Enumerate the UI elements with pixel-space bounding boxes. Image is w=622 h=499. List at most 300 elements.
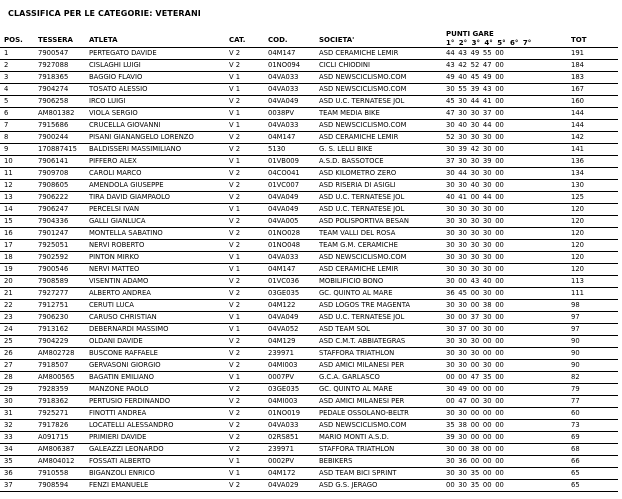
cell-atleta: BAGATIN EMILIANO (89, 373, 155, 381)
cell-pos: 22 (4, 301, 13, 309)
cell-tot: 120 (571, 217, 584, 225)
cell-punti: 52 30 30 30 00 (446, 133, 504, 141)
cell-pos: 8 (4, 133, 9, 141)
cell-cat: V 2 (229, 289, 241, 297)
cell-punti: 30 30 40 30 00 (446, 181, 504, 189)
cell-cod: 03GE035 (268, 289, 300, 297)
cell-tessera: 7904229 (38, 337, 69, 345)
cell-cat: V 2 (229, 421, 241, 429)
cell-punti: 30 30 00 00 00 (446, 409, 504, 417)
cell-punti: 30 30 30 00 00 (446, 337, 504, 345)
cell-societa: ASD TEAM SOL (319, 325, 370, 333)
cell-tessera: 7910558 (38, 469, 69, 477)
cell-tot: 79 (571, 385, 580, 393)
cell-tot: 120 (571, 253, 584, 261)
cell-cat: V 1 (229, 157, 241, 165)
table-row (0, 276, 618, 288)
table-row (0, 240, 618, 252)
table-row (0, 312, 618, 324)
cell-cat: V 2 (229, 61, 241, 69)
cell-atleta: BIGANZOLI ENRICO (89, 469, 155, 477)
cell-cod: 04CO041 (268, 169, 300, 177)
cell-atleta: CISLAGHI LUIGI (89, 61, 141, 69)
cell-tot: 144 (571, 121, 584, 129)
cell-tessera: 7908594 (38, 481, 69, 489)
cell-pos: 16 (4, 229, 13, 237)
cell-societa: CICLI CHIODINI (319, 61, 370, 69)
cell-punti: 43 42 52 47 00 (446, 61, 504, 69)
cell-punti: 37 30 30 39 00 (446, 157, 504, 165)
cell-societa: TEAM MEDIA BIKE (319, 109, 380, 117)
cell-pos: 7 (4, 121, 9, 129)
table-row (0, 420, 618, 432)
table-row (0, 84, 618, 96)
cell-tessera: 7925271 (38, 409, 69, 417)
cell-pos: 15 (4, 217, 13, 225)
cell-pos: 37 (4, 481, 13, 489)
cell-cat: V 2 (229, 193, 241, 201)
cell-tot: 141 (571, 145, 584, 153)
cell-cat: V 2 (229, 361, 241, 369)
cell-tot: 68 (571, 445, 580, 453)
cell-societa: ASD CERAMICHE LEMIR (319, 49, 399, 57)
cell-tessera: 7909708 (38, 169, 69, 177)
cell-punti: 30 30 30 30 00 (446, 229, 504, 237)
cell-punti: 30 49 00 00 00 (446, 385, 504, 393)
cell-cod: 04VA049 (268, 193, 299, 201)
cell-cod: 04VA052 (268, 325, 299, 333)
cell-pos: 31 (4, 409, 13, 417)
cell-atleta: CRUCELLA GIOVANNI (89, 121, 161, 129)
cell-atleta: CAROLI MARCO (89, 169, 142, 177)
cell-cod: 04VA033 (268, 253, 299, 261)
table-row (0, 228, 618, 240)
cell-tot: 82 (571, 373, 580, 381)
cell-atleta: BAGGIO FLAVIO (89, 73, 143, 81)
cell-societa: ASD U.C. TERNATESE JOL (319, 97, 405, 105)
table-row (0, 96, 618, 108)
cell-societa: ASD LOGOS TRE MAGENTA (319, 301, 410, 309)
cell-punti: 30 44 30 30 00 (446, 169, 504, 177)
cell-societa: ASD TEAM BICI SPRINT (319, 469, 397, 477)
cell-cat: V 2 (229, 229, 241, 237)
cell-atleta: PINTON MIRKO (89, 253, 139, 261)
cell-pos: 32 (4, 421, 13, 429)
cell-cod: 04VA049 (268, 97, 299, 105)
cell-societa: ASD NEWSCICLISMO.COM (319, 73, 407, 81)
cell-pos: 11 (4, 169, 13, 177)
cell-atleta: TOSATO ALESSIO (89, 85, 148, 93)
table-row (0, 360, 618, 372)
cell-punti: 30 30 30 30 00 (446, 253, 504, 261)
cell-atleta: IRCO LUIGI (89, 97, 126, 105)
header-tot: TOT (571, 36, 587, 44)
cell-cod: 239971 (268, 445, 294, 453)
ranking-table (0, 48, 618, 492)
cell-tessera: 7906247 (38, 205, 69, 213)
cell-tot: 167 (571, 85, 584, 93)
cell-tessera: 7918362 (38, 397, 69, 405)
cell-cat: V 2 (229, 145, 241, 153)
cell-societa: ASD AMICI MILANESI PER (319, 361, 405, 369)
cell-societa: ASD RISERIA DI ASIGLI (319, 181, 396, 189)
table-row (0, 456, 618, 468)
cell-atleta: PERCELSI IVAN (89, 205, 140, 213)
table-row (0, 432, 618, 444)
cell-cat: V 1 (229, 73, 241, 81)
cell-punti: 30 40 30 44 00 (446, 121, 504, 129)
cell-tot: 191 (571, 49, 584, 57)
cell-cod: 01VC036 (268, 277, 300, 285)
cell-cat: V 1 (229, 121, 241, 129)
cell-atleta: BUSCONE RAFFAELE (89, 349, 158, 357)
cell-atleta: PIFFERO ALEX (89, 157, 137, 165)
cell-cat: V 2 (229, 277, 241, 285)
cell-tot: 142 (571, 133, 584, 141)
cell-cat: V 1 (229, 265, 241, 273)
cell-tessera: 7912751 (38, 301, 69, 309)
header-cod: COD. (268, 36, 288, 44)
cell-societa: GC. QUINTO AL MARE (319, 385, 393, 393)
header-punti-gare: PUNTI GARE (446, 30, 494, 38)
cell-cat: V 2 (229, 433, 241, 441)
cell-tot: 144 (571, 109, 584, 117)
table-row (0, 252, 618, 264)
table-row (0, 372, 618, 384)
cell-tessera: 7900546 (38, 265, 69, 273)
cell-pos: 34 (4, 445, 13, 453)
cell-cat: V 2 (229, 49, 241, 57)
cell-societa: GC. QUINTO AL MARE (319, 289, 393, 297)
cell-tot: 120 (571, 229, 584, 237)
cell-cat: V 2 (229, 181, 241, 189)
table-row (0, 168, 618, 180)
cell-cat: V 1 (229, 313, 241, 321)
header-punti-races: 1° 2° 3° 4° 5° 6° 7° (446, 39, 532, 47)
cell-pos: 24 (4, 325, 13, 333)
cell-atleta: OLDANI DAVIDE (89, 337, 143, 345)
cell-tot: 120 (571, 205, 584, 213)
cell-tessera: 7901247 (38, 229, 69, 237)
cell-pos: 17 (4, 241, 13, 249)
cell-pos: 36 (4, 469, 13, 477)
cell-punti: 30 00 43 40 00 (446, 277, 504, 285)
cell-cat: V 2 (229, 169, 241, 177)
cell-tot: 90 (571, 337, 580, 345)
table-row (0, 324, 618, 336)
cell-cat: V 2 (229, 481, 241, 489)
cell-cod: 04VA049 (268, 313, 299, 321)
cell-tot: 97 (571, 313, 580, 321)
table-row (0, 336, 618, 348)
cell-punti: 39 30 00 00 00 (446, 433, 504, 441)
cell-societa: TEAM VALLI DEL ROSA (319, 229, 396, 237)
cell-atleta: GALLI GIANLUCA (89, 217, 146, 225)
table-row (0, 48, 618, 60)
cell-societa: ASD NEWSCICLISMO.COM (319, 421, 407, 429)
table-row (0, 72, 618, 84)
cell-tessera: A091715 (38, 433, 69, 441)
cell-cod: 04M172 (268, 469, 296, 477)
cell-atleta: PERTUSIO FERDINANDO (89, 397, 171, 405)
cell-societa: ASD G.S. JERAGO (319, 481, 378, 489)
cell-societa: ASD NEWSCICLISMO.COM (319, 253, 407, 261)
table-row (0, 108, 618, 120)
cell-tot: 90 (571, 349, 580, 357)
cell-cat: V 2 (229, 217, 241, 225)
cell-societa: ASD U.C. TERNATESE JOL (319, 193, 405, 201)
cell-cod: 03GE035 (268, 385, 300, 393)
cell-atleta: PERTEGATO DAVIDE (89, 49, 157, 57)
table-row (0, 156, 618, 168)
cell-atleta: MONTELLA SABATINO (89, 229, 163, 237)
cell-punti: 00 47 00 30 00 (446, 397, 504, 405)
cell-tot: 136 (571, 157, 584, 165)
cell-pos: 14 (4, 205, 13, 213)
cell-pos: 1 (4, 49, 9, 57)
cell-cod: 04VA033 (268, 121, 299, 129)
cell-cat: V 2 (229, 337, 241, 345)
cell-cod: 5130 (268, 145, 286, 153)
cell-pos: 6 (4, 109, 9, 117)
cell-tot: 69 (571, 433, 580, 441)
cell-pos: 25 (4, 337, 13, 345)
table-row (0, 444, 618, 456)
cell-punti: 30 30 30 30 00 (446, 265, 504, 273)
cell-tot: 134 (571, 169, 584, 177)
cell-societa: ASD CERAMICHE LEMIR (319, 133, 399, 141)
cell-tot: 111 (571, 289, 584, 297)
cell-societa: ASD CERAMICHE LEMIR (319, 265, 399, 273)
cell-pos: 35 (4, 457, 13, 465)
cell-punti: 30 36 00 00 00 (446, 457, 504, 465)
cell-tessera: 7904274 (38, 85, 69, 93)
cell-societa: MOBILIFICIO BONO (319, 277, 384, 285)
cell-punti: 30 30 00 38 00 (446, 301, 504, 309)
cell-cod: 04M129 (268, 337, 296, 345)
cell-cod: 0038PV (268, 109, 295, 117)
table-row (0, 480, 618, 492)
cell-cat: V 1 (229, 469, 241, 477)
cell-pos: 5 (4, 97, 9, 105)
cell-pos: 26 (4, 349, 13, 357)
table-row (0, 396, 618, 408)
cell-punti: 00 30 35 00 00 (446, 481, 504, 489)
table-row (0, 192, 618, 204)
table-header (0, 30, 622, 48)
cell-cat: V 2 (229, 397, 241, 405)
cell-tot: 120 (571, 241, 584, 249)
table-row (0, 348, 618, 360)
header-cat: CAT. (229, 36, 246, 44)
header-societa: SOCIETA' (319, 36, 355, 44)
cell-cat: V 2 (229, 133, 241, 141)
table-row (0, 288, 618, 300)
cell-tot: 97 (571, 325, 580, 333)
cell-tessera: 7908605 (38, 181, 69, 189)
cell-cod: 04VA033 (268, 85, 299, 93)
cell-atleta: PISANI GIANANGELO LORENZO (89, 133, 194, 141)
cell-tot: 98 (571, 301, 580, 309)
cell-punti: 30 00 37 30 00 (446, 313, 504, 321)
cell-cat: V 1 (229, 457, 241, 465)
cell-atleta: VIOLA SERGIO (89, 109, 138, 117)
page-title: CLASSIFICA PER LE CATEGORIE: VETERANI (8, 9, 201, 18)
cell-societa: ASD C.M.T. ABBIATEGRAS (319, 337, 406, 345)
cell-pos: 28 (4, 373, 13, 381)
cell-tessera: 7900244 (38, 133, 69, 141)
cell-tessera: 7915686 (38, 121, 69, 129)
cell-cat: V 1 (229, 109, 241, 117)
cell-cod: 01NO048 (268, 241, 301, 249)
table-row (0, 300, 618, 312)
cell-atleta: FINOTTI ANDREA (89, 409, 147, 417)
cell-pos: 30 (4, 397, 13, 405)
cell-cod: 0002PV (268, 457, 295, 465)
cell-cod: 04MI003 (268, 361, 298, 369)
cell-societa: ASD AMICI MILANESI PER (319, 397, 405, 405)
cell-punti: 30 30 30 30 00 (446, 217, 504, 225)
cell-tot: 60 (571, 409, 580, 417)
cell-pos: 23 (4, 313, 13, 321)
cell-atleta: FENZI EMANUELE (89, 481, 149, 489)
cell-pos: 19 (4, 265, 13, 273)
cell-societa: G. S. LELLI BIKE (319, 145, 373, 153)
cell-tessera: 7917826 (38, 421, 69, 429)
cell-cat: V 2 (229, 445, 241, 453)
cell-cat: V 2 (229, 349, 241, 357)
table-row (0, 408, 618, 420)
cell-punti: 30 30 30 30 00 (446, 205, 504, 213)
table-row (0, 468, 618, 480)
cell-societa: PEDALE OSSOLANO-BELTR (319, 409, 409, 417)
cell-societa: MARIO MONTI A.S.D. (319, 433, 389, 441)
cell-tessera: 7908589 (38, 277, 69, 285)
cell-tot: 160 (571, 97, 584, 105)
cell-societa: ASD KILOMETRO ZERO (319, 169, 397, 177)
cell-punti: 36 45 00 30 00 (446, 289, 504, 297)
cell-cod: 02RS851 (268, 433, 299, 441)
cell-cat: V 1 (229, 205, 241, 213)
cell-tot: 90 (571, 361, 580, 369)
cell-pos: 12 (4, 181, 13, 189)
table-row (0, 132, 618, 144)
cell-tessera: 7904336 (38, 217, 69, 225)
cell-tessera: 7927277 (38, 289, 69, 297)
cell-tot: 65 (571, 469, 580, 477)
cell-tot: 77 (571, 397, 580, 405)
cell-punti: 44 43 49 55 00 (446, 49, 504, 57)
cell-cod: 01NO094 (268, 61, 301, 69)
cell-atleta: GERVASONI GIORGIO (89, 361, 161, 369)
header-pos: POS. (4, 36, 23, 44)
cell-tot: 130 (571, 181, 584, 189)
cell-cod: 04VA029 (268, 481, 299, 489)
cell-tessera: 7918365 (38, 73, 69, 81)
cell-cod: 01VC007 (268, 181, 300, 189)
cell-cod: 239971 (268, 349, 294, 357)
cell-pos: 21 (4, 289, 13, 297)
cell-atleta: BALDISSERI MASSIMILIANO (89, 145, 182, 153)
cell-pos: 20 (4, 277, 13, 285)
cell-tot: 73 (571, 421, 580, 429)
cell-societa: BEBIKERS (319, 457, 353, 465)
cell-punti: 47 30 30 37 00 (446, 109, 504, 117)
cell-tot: 184 (571, 61, 584, 69)
cell-societa: STAFFORA TRIATHLON (319, 349, 395, 357)
cell-atleta: TIRA DAVID GIAMPAOLO (89, 193, 171, 201)
cell-societa: TEAM G.M. CERAMICHE (319, 241, 398, 249)
cell-pos: 4 (4, 85, 9, 93)
cell-punti: 30 30 30 00 00 (446, 349, 504, 357)
cell-tessera: 7906141 (38, 157, 69, 165)
cell-tot: 66 (571, 457, 580, 465)
cell-pos: 10 (4, 157, 13, 165)
table-row (0, 180, 618, 192)
cell-societa: STAFFORA TRIATHLON (319, 445, 395, 453)
table-row (0, 216, 618, 228)
cell-cod: 01NO019 (268, 409, 301, 417)
cell-atleta: MANZONE PAOLO (89, 385, 149, 393)
cell-cod: 04VA005 (268, 217, 299, 225)
cell-punti: 30 30 30 30 00 (446, 241, 504, 249)
header-atleta: ATLETA (89, 36, 118, 44)
cell-cod: 01NO028 (268, 229, 301, 237)
cell-tessera: AM801382 (38, 109, 75, 117)
cell-pos: 9 (4, 145, 9, 153)
cell-atleta: NERVI MATTEO (89, 265, 140, 273)
cell-tessera: 7900547 (38, 49, 69, 57)
cell-pos: 27 (4, 361, 13, 369)
cell-tessera: 170887415 (38, 145, 77, 153)
cell-tessera: 7906230 (38, 313, 69, 321)
cell-societa: ASD NEWSCICLISMO.COM (319, 121, 407, 129)
table-row (0, 384, 618, 396)
cell-societa: A.S.D. BASSOTOCE (319, 157, 384, 165)
cell-cat: V 1 (229, 85, 241, 93)
cell-tessera: 7913162 (38, 325, 69, 333)
cell-tessera: 7902592 (38, 253, 69, 261)
cell-tot: 125 (571, 193, 584, 201)
cell-cod: 01VB009 (268, 157, 299, 165)
header-tessera: TESSERA (38, 36, 73, 44)
cell-societa: ASD U.C. TERNATESE JOL (319, 313, 405, 321)
cell-societa: ASD POLISPORTIVA BESAN (319, 217, 409, 225)
cell-atleta: NERVI ROBERTO (89, 241, 145, 249)
cell-tot: 65 (571, 481, 580, 489)
cell-tot: 113 (571, 277, 584, 285)
cell-atleta: PRIMIERI DAVIDE (89, 433, 147, 441)
cell-punti: 35 38 00 00 00 (446, 421, 504, 429)
cell-cat: V 1 (229, 325, 241, 333)
cell-atleta: AMENDOLA GIUSEPPE (89, 181, 164, 189)
cell-cod: 04VA049 (268, 205, 299, 213)
cell-pos: 2 (4, 61, 9, 69)
cell-societa: ASD NEWSCICLISMO.COM (319, 85, 407, 93)
cell-cat: V 2 (229, 385, 241, 393)
cell-tessera: 7928359 (38, 385, 69, 393)
cell-atleta: VISENTIN ADAMO (89, 277, 149, 285)
cell-cod: 04M147 (268, 265, 296, 273)
cell-punti: 30 30 35 00 00 (446, 469, 504, 477)
cell-tessera: 7918507 (38, 361, 69, 369)
cell-cat: V 1 (229, 373, 241, 381)
cell-atleta: ALBERTO ANDREA (89, 289, 151, 297)
cell-atleta: FOSSATI ALBERTO (89, 457, 151, 465)
cell-cat: V 2 (229, 241, 241, 249)
cell-tessera: AM802728 (38, 349, 75, 357)
cell-punti: 00 00 47 35 00 (446, 373, 504, 381)
